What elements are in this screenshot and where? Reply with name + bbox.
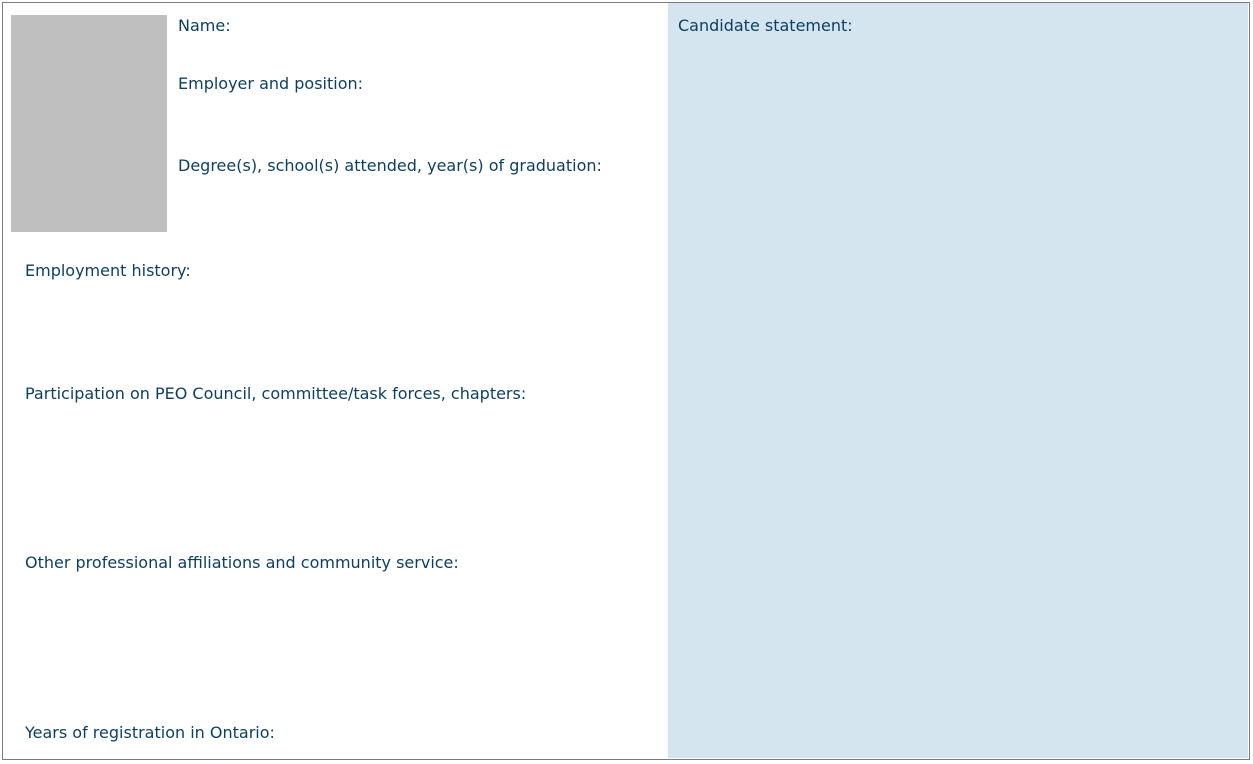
years-registration-label: Years of registration in Ontario: [25, 723, 275, 742]
name-label: Name: [178, 16, 231, 35]
candidate-statement-label: Candidate statement: [678, 16, 853, 35]
candidate-statement-panel [668, 3, 1248, 758]
peo-participation-label: Participation on PEO Council, committee/task forces, chapters: [25, 384, 527, 403]
candidate-photo-placeholder [11, 15, 167, 232]
employment-history-label: Employment history: [25, 261, 191, 280]
employer-position-label: Employer and position: [178, 74, 364, 93]
professional-affiliations-label: Other professional affiliations and community service: [25, 553, 459, 572]
degree-label: Degree(s), school(s) attended, year(s) of graduation: [178, 156, 602, 175]
